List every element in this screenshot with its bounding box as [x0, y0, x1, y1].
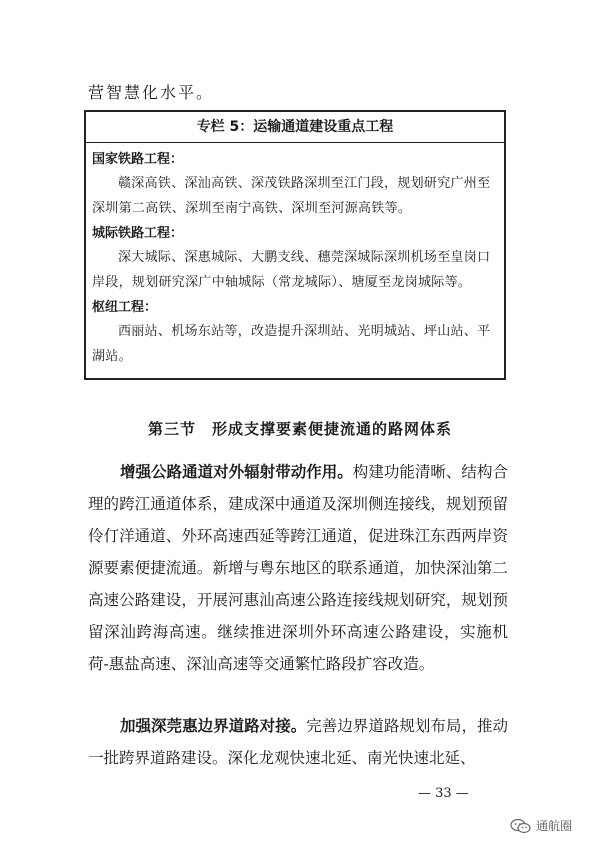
hub-heading: 枢纽工程： — [92, 300, 158, 315]
page-number: — 33 — — [418, 786, 469, 801]
lead-text: 营智慧化水平。 — [88, 83, 215, 102]
paragraph-highway-text: 构建功能清晰、结构合理的跨江通道体系，建成深中通道及深圳侧连接线，规划预留伶仃洋通道、外环高速西延等跨江通道，促进珠江东西两岸资源要素便捷流通。新增与粤东地区的联系通道，加快深汕第二高速公路建设，开展河惠汕高速公路连接线规划研究，规划预留深汕跨海高速。继续推进深圳外环高速公路建设，实施机荷-惠盐高速、深汕高速等交通繁忙路段扩容改造。 — [88, 463, 508, 673]
watermark-text: 通航圈 — [536, 819, 573, 833]
intercity-text: 深大城际、深惠城际、大鹏支线、穗莞深城际深圳机场至皇岗口岸段，规划研究深广中轴城际（常龙城际）、塘厦至龙岗城际等。 — [92, 250, 491, 290]
paragraph-highway-lead: 增强公路通道对外辐射带动作用。 — [120, 462, 353, 481]
railway-heading: 国家铁路工程： — [92, 152, 184, 167]
section-title: 第三节 形成支撑要素便捷流通的路网体系 — [147, 420, 452, 438]
railway-text: 赣深高铁、深汕高铁、深茂铁路深圳至江门段，规划研究广州至深圳第二高铁、深圳至南宁高铁、深圳至河源高铁等。 — [92, 176, 491, 216]
feature-box — [84, 110, 506, 380]
paragraph-border-roads-text: 完善边界道路规划布局，推动一批跨界道路建设。深化龙观快速北延、南光快速北延、 — [88, 717, 508, 767]
paragraph-highway — [88, 456, 508, 680]
hub-text: 西丽站、机场东站等，改造提升深圳站、光明城站、坪山站、平湖站。 — [92, 324, 491, 364]
paragraph-border-roads — [88, 710, 508, 774]
box-title: 专栏 5：运输通道建设重点工程 — [86, 112, 504, 143]
box-body — [86, 143, 504, 369]
wechat-icon — [510, 818, 532, 834]
watermark — [510, 817, 572, 834]
intercity-heading: 城际铁路工程： — [92, 226, 184, 241]
paragraph-border-roads-lead: 加强深莞惠边界道路对接。 — [120, 716, 307, 735]
